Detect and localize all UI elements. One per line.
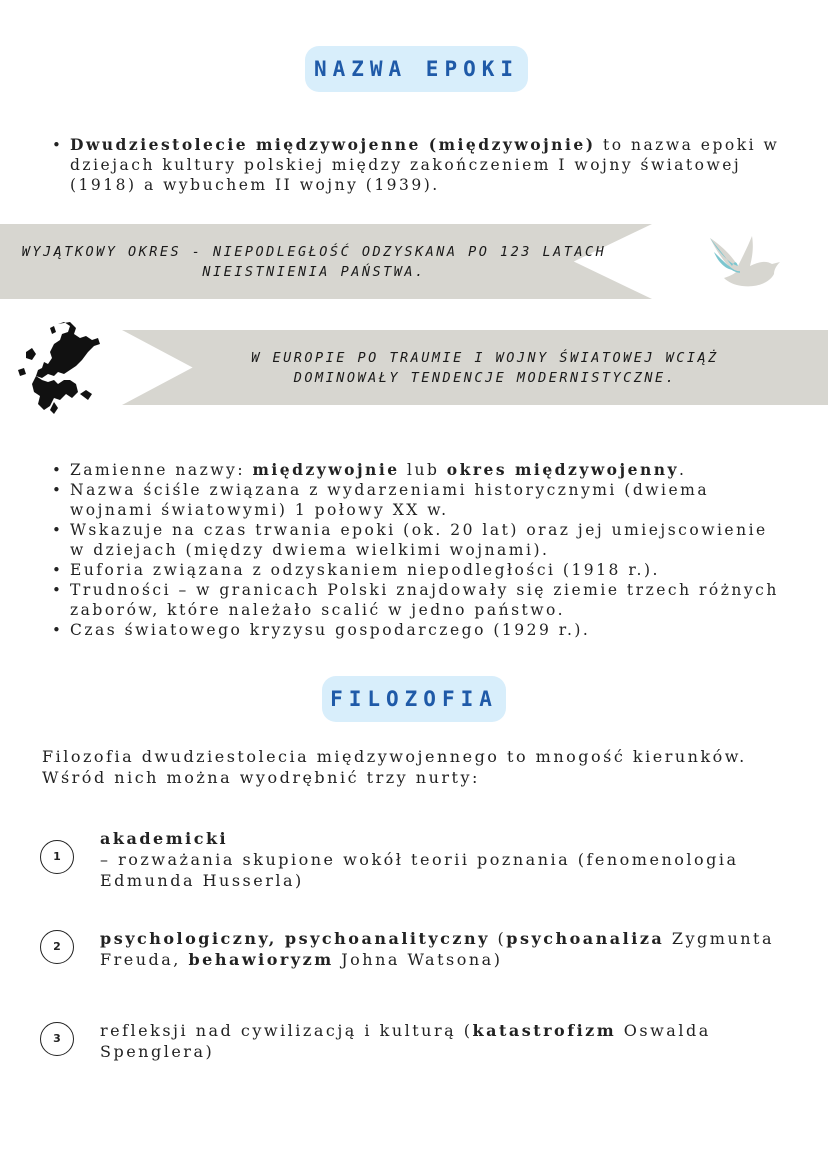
- list-item: • Trudności – w granicach Polski znajdowały się ziemie trzech różnych zaborów, które należało scalić w jedno państwo.: [50, 580, 780, 620]
- intro-item: [50, 135, 780, 195]
- number-badge-2: 2: [40, 930, 74, 964]
- nurt2-e: behawioryzm: [188, 950, 334, 969]
- dove-icon: [708, 232, 780, 290]
- heading-filozofia: FILOZOFIA: [322, 676, 506, 722]
- nurt2-c: psychoanaliza: [506, 929, 665, 948]
- list-item: [50, 460, 780, 480]
- list-item: • Wskazuje na czas trwania epoki (ok. 20 lat) oraz jej umiejscowienie w dziejach (między dwiema wielkimi wojnami).: [50, 520, 780, 560]
- nurt3-b: katastrofizm: [472, 1021, 617, 1040]
- nurt3-c: Oswalda Spenglera): [100, 1021, 711, 1061]
- item1-d: okres międzywojenny: [446, 460, 680, 479]
- nurt2-b: (: [489, 929, 507, 948]
- europe-map-icon: [14, 318, 104, 416]
- nurt-refleksji: [100, 1020, 790, 1062]
- number-badge-1: 1: [40, 840, 74, 874]
- heading-nazwa-epoki: NAZWA EPOKI: [305, 46, 528, 92]
- nurt1-text: – rozważania skupione wokół teorii poznania (fenomenologia Edmunda Husserla): [100, 850, 739, 890]
- nurt3-a: refleksji nad cywilizacją i kulturą (: [100, 1021, 473, 1040]
- nurt2-a: psychologiczny, psychoanalityczny: [100, 929, 490, 948]
- banner-niepodleglosc-text: WYJĄTKOWY OKRES - NIEPODLEGŁOŚĆ ODZYSKANA PO 123 LATACH NIEISTNIENIA PAŃSTWA.: [21, 244, 607, 280]
- nurt-psychologiczny: [100, 928, 790, 970]
- item1-e: .: [679, 461, 687, 479]
- nurt-akademicki: [100, 828, 790, 891]
- nurt1-title: akademicki: [100, 829, 229, 848]
- item1-b: międzywojnie: [252, 460, 400, 479]
- number-badge-3: 3: [40, 1022, 74, 1056]
- item1-c: lub: [399, 461, 447, 479]
- filozofia-intro: Filozofia dwudziestolecia międzywojennego to mnogość kierunków. Wśród nich można wyodrębnić trzy nurty:: [42, 747, 747, 787]
- nurt2-f: Johna Watsona): [333, 950, 503, 969]
- features-list: [50, 460, 780, 640]
- list-item: • Euforia związana z odzyskaniem niepodległości (1918 r.).: [50, 560, 780, 580]
- list-item: • Czas światowego kryzysu gospodarczego (1929 r.).: [50, 620, 780, 640]
- intro-rest: to nazwa epoki w dziejach kultury polskiej między zakończeniem I wojny światowej (1918) a wybuchem II wojny (1939).: [70, 136, 780, 194]
- list-item: • Nazwa ściśle związana z wydarzeniami historycznymi (dwiema wojnami światowymi) 1 połowy XX w.: [50, 480, 780, 520]
- intro-bold-b: międzywojnie: [438, 135, 586, 154]
- banner-modernizm-text: W EUROPIE PO TRAUMIE I WOJNY ŚWIATOWEJ WCIĄŻ DOMINOWAŁY TENDENCJE MODERNISTYCZNE.: [251, 350, 719, 386]
- intro-bold-c: ): [585, 135, 596, 154]
- intro-list: [50, 135, 780, 195]
- item1-a: Zamienne nazwy:: [70, 461, 253, 479]
- nurt2-d: Zygmunta Freuda,: [100, 929, 775, 969]
- intro-bold-a: Dwudziestolecie międzywojenne (: [70, 135, 439, 154]
